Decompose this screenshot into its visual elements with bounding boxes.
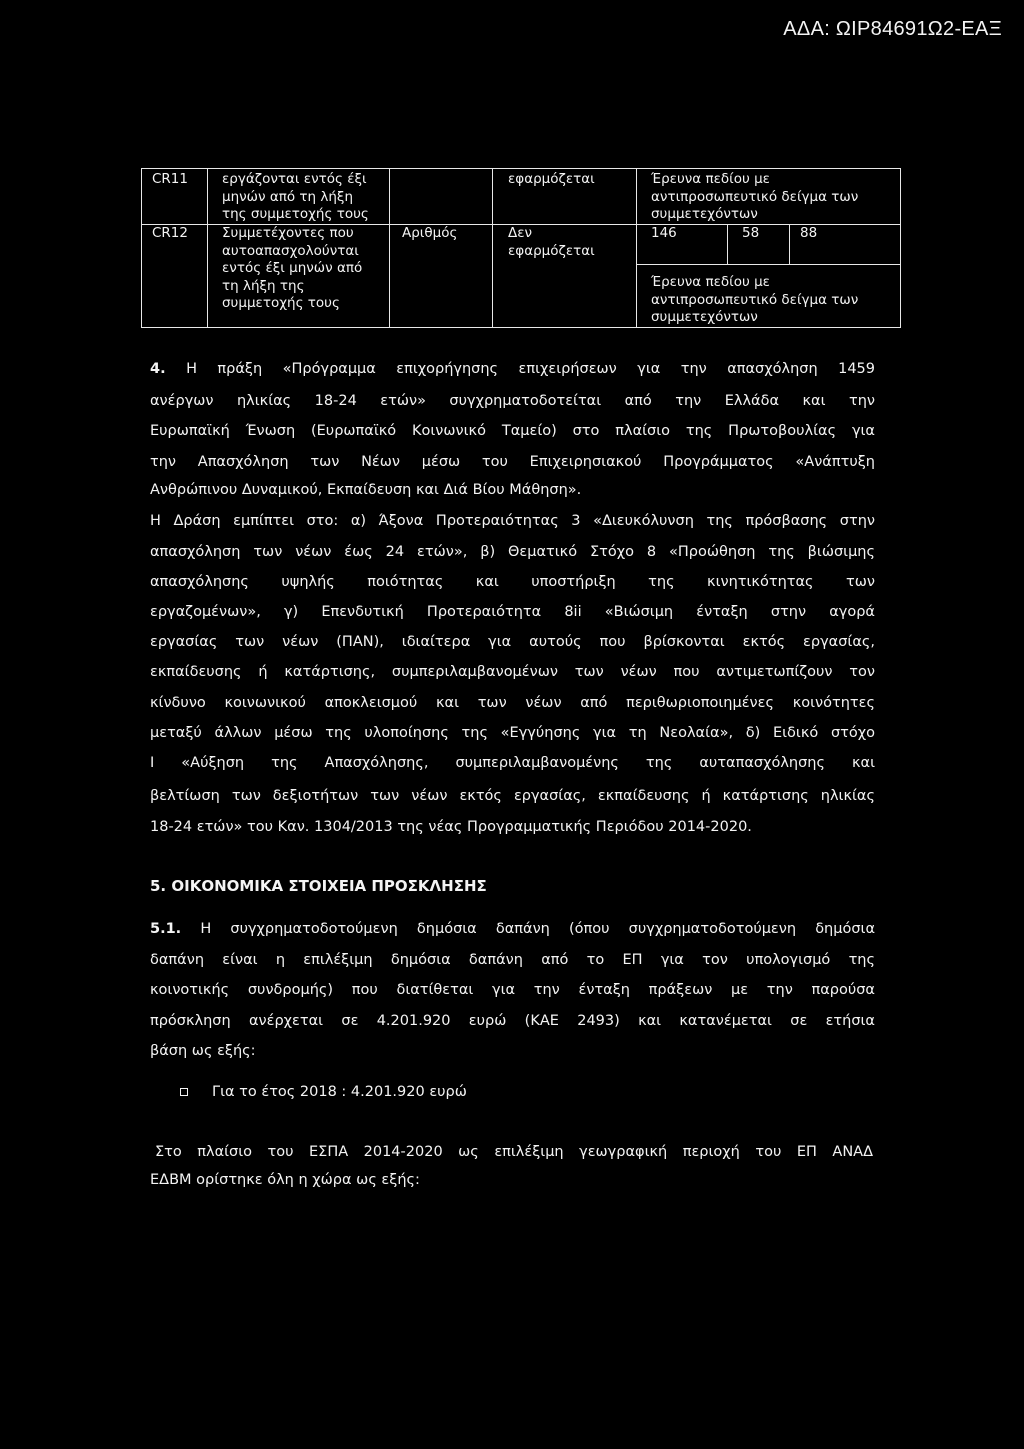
table-cell-code	[141, 168, 208, 225]
table-cell-unit	[389, 168, 493, 225]
description-line: μηνών από τη λήξη	[222, 188, 354, 205]
method-line: Έρευνα πεδίου με	[651, 274, 770, 290]
paragraph-line: κίνδυνο κοινωνικού αποκλεισμού και των νέων από περιθωριοποιημένες κοινότητες	[150, 695, 875, 711]
line-text: Η συγχρηματοδοτούμενη δημόσια δαπάνη (όπου συγχρηματοδοτούμενη δημόσια	[200, 921, 876, 937]
paragraph-line: πρόσκληση ανέρχεται σε 4.201.920 ευρώ (ΚΑΕ 2493) και κατανέμεται σε ετήσια	[150, 1013, 875, 1029]
bullet-item-text: Για το έτος 2018 : 4.201.920 ευρώ	[212, 1084, 467, 1100]
section-5-heading: 5. ΟΙΚΟΝΟΜΙΚΑ ΣΤΟΙΧΕΙΑ ΠΡΟΣΚΛΗΣΗΣ	[150, 877, 487, 895]
value-text: 146	[651, 225, 677, 241]
indicator-code: CR12	[152, 225, 188, 241]
method-line: αντιπροσωπευτικό δείγμα των	[651, 291, 859, 308]
table-cell-unit	[389, 224, 493, 328]
description-line: συμμετοχής τους	[222, 295, 340, 311]
indicator-code: CR11	[152, 171, 188, 187]
value-text: 88	[800, 225, 818, 241]
paragraph-line: βελτίωση των δεξιοτήτων των νέων εκτός εργασίας, εκπαίδευσης ή κατάρτισης ηλικίας	[150, 788, 875, 804]
method-line: αντιπροσωπευτικό δείγμα των	[651, 188, 859, 205]
table-cell-applicability	[492, 168, 637, 225]
table-cell-value	[789, 224, 901, 265]
subsection-number: 5.1.	[150, 921, 182, 937]
paragraph-line: ανέργων ηλικίας 18-24 ετών» συγχρηματοδοτείται από την Ελλάδα και την	[150, 393, 875, 409]
table-cell-value	[636, 224, 728, 265]
paragraph-line: κοινοτικής συνδρομής) που διατίθεται για την ένταξη πράξεων με την παρούσα	[150, 982, 875, 998]
paragraph-line: εκπαίδευσης ή κατάρτισης, συμπεριλαμβανομένων των νέων που αντιμετωπίζουν τον	[150, 664, 875, 680]
ada-code: ΑΔΑ: ΩΙΡ84691Ω2-ΕΑΞ	[783, 18, 1002, 40]
paragraph-line: 18-24 ετών» του Καν. 1304/2013 της νέας Προγραμματικής Περιόδου 2014-2020.	[150, 819, 752, 835]
table-cell-description	[207, 224, 390, 328]
description-line: εργάζονται εντός έξι	[222, 171, 367, 187]
paragraph-line: Ανθρώπινου Δυναμικού, Εκπαίδευση και Διά Βίου Μάθηση».	[150, 482, 582, 498]
square-bullet-icon	[180, 1088, 188, 1096]
table-cell-method	[636, 168, 901, 225]
section-number: 4.	[150, 361, 166, 377]
paragraph-line: Ευρωπαϊκή Ένωση (Ευρωπαϊκό Κοινωνικό Ταμείο) στο πλαίσιο της Πρωτοβουλίας για	[150, 423, 875, 439]
value-text: 58	[742, 225, 760, 241]
paragraph-line: την Απασχόληση των Νέων μέσω του Επιχειρησιακού Προγράμματος «Ανάπτυξη	[150, 454, 875, 470]
paragraph-line: Η Δράση εμπίπτει στο: α) Άξονα Προτεραιότητας 3 «Διευκόλυνση της πρόσβασης στην	[150, 513, 875, 529]
table-cell-description	[207, 168, 390, 225]
applicability-line: εφαρμόζεται	[508, 171, 595, 187]
paragraph-line: εργαζομένων», γ) Επενδυτική Προτεραιότητα 8ii «Βιώσιμη ένταξη στην αγορά	[150, 604, 875, 620]
paragraph-line: απασχόλησης υψηλής ποιότητας και υποστήριξη της κινητικότητας των	[150, 574, 875, 590]
applicability-line: Δεν	[508, 225, 533, 241]
line-text: Η πράξη «Πρόγραμμα επιχορήγησης επιχειρήσεων για την απασχόληση 1459	[186, 361, 875, 377]
table-cell-value	[727, 224, 790, 265]
paragraph-line: απασχόληση των νέων έως 24 ετών», β) Θεματικό Στόχο 8 «Προώθηση της βιώσιμης	[150, 544, 875, 560]
paragraph-line: βάση ως εξής:	[150, 1043, 256, 1059]
paragraph-line: Στο πλαίσιο του ΕΣΠΑ 2014-2020 ως επιλέξιμη γεωγραφική περιοχή του ΕΠ ΑΝΑΔ	[155, 1144, 873, 1160]
paragraph-line	[150, 354, 875, 384]
paragraph-line: δαπάνη είναι η επιλέξιμη δημόσια δαπάνη από το ΕΠ για τον υπολογισμό της	[150, 952, 875, 968]
paragraph-line	[150, 914, 875, 944]
method-line: Έρευνα πεδίου με	[651, 171, 770, 187]
paragraph-line: Ι «Αύξηση της Απασχόλησης, συμπεριλαμβανομένης της αυταπασχόλησης και	[150, 755, 875, 771]
description-line: αυτοαπασχολούνται	[222, 242, 359, 259]
method-line: συμμετεχόντων	[651, 309, 758, 325]
paragraph-line: εργασίας των νέων (ΠΑΝ), ιδιαίτερα για αυτούς που βρίσκονται εκτός εργασίας,	[150, 634, 875, 650]
applicability-line: εφαρμόζεται	[508, 242, 595, 259]
description-line: εντός έξι μηνών από	[222, 260, 363, 276]
unit-label: Αριθμός	[402, 225, 458, 241]
description-line: Συμμετέχοντες που	[222, 225, 354, 241]
table-cell-code	[141, 224, 208, 328]
table-cell-method	[636, 264, 901, 328]
paragraph-line: μεταξύ άλλων μέσω της υλοποίησης της «Εγγύησης για τη Νεολαία», δ) Ειδικό στόχο	[150, 725, 875, 741]
description-line: τη λήξη της	[222, 277, 305, 294]
description-line: της συμμετοχής τους	[222, 206, 369, 222]
paragraph-line: ΕΔΒΜ ορίστηκε όλη η χώρα ως εξής:	[150, 1172, 420, 1188]
method-line: συμμετεχόντων	[651, 206, 758, 222]
table-cell-applicability	[492, 224, 637, 328]
